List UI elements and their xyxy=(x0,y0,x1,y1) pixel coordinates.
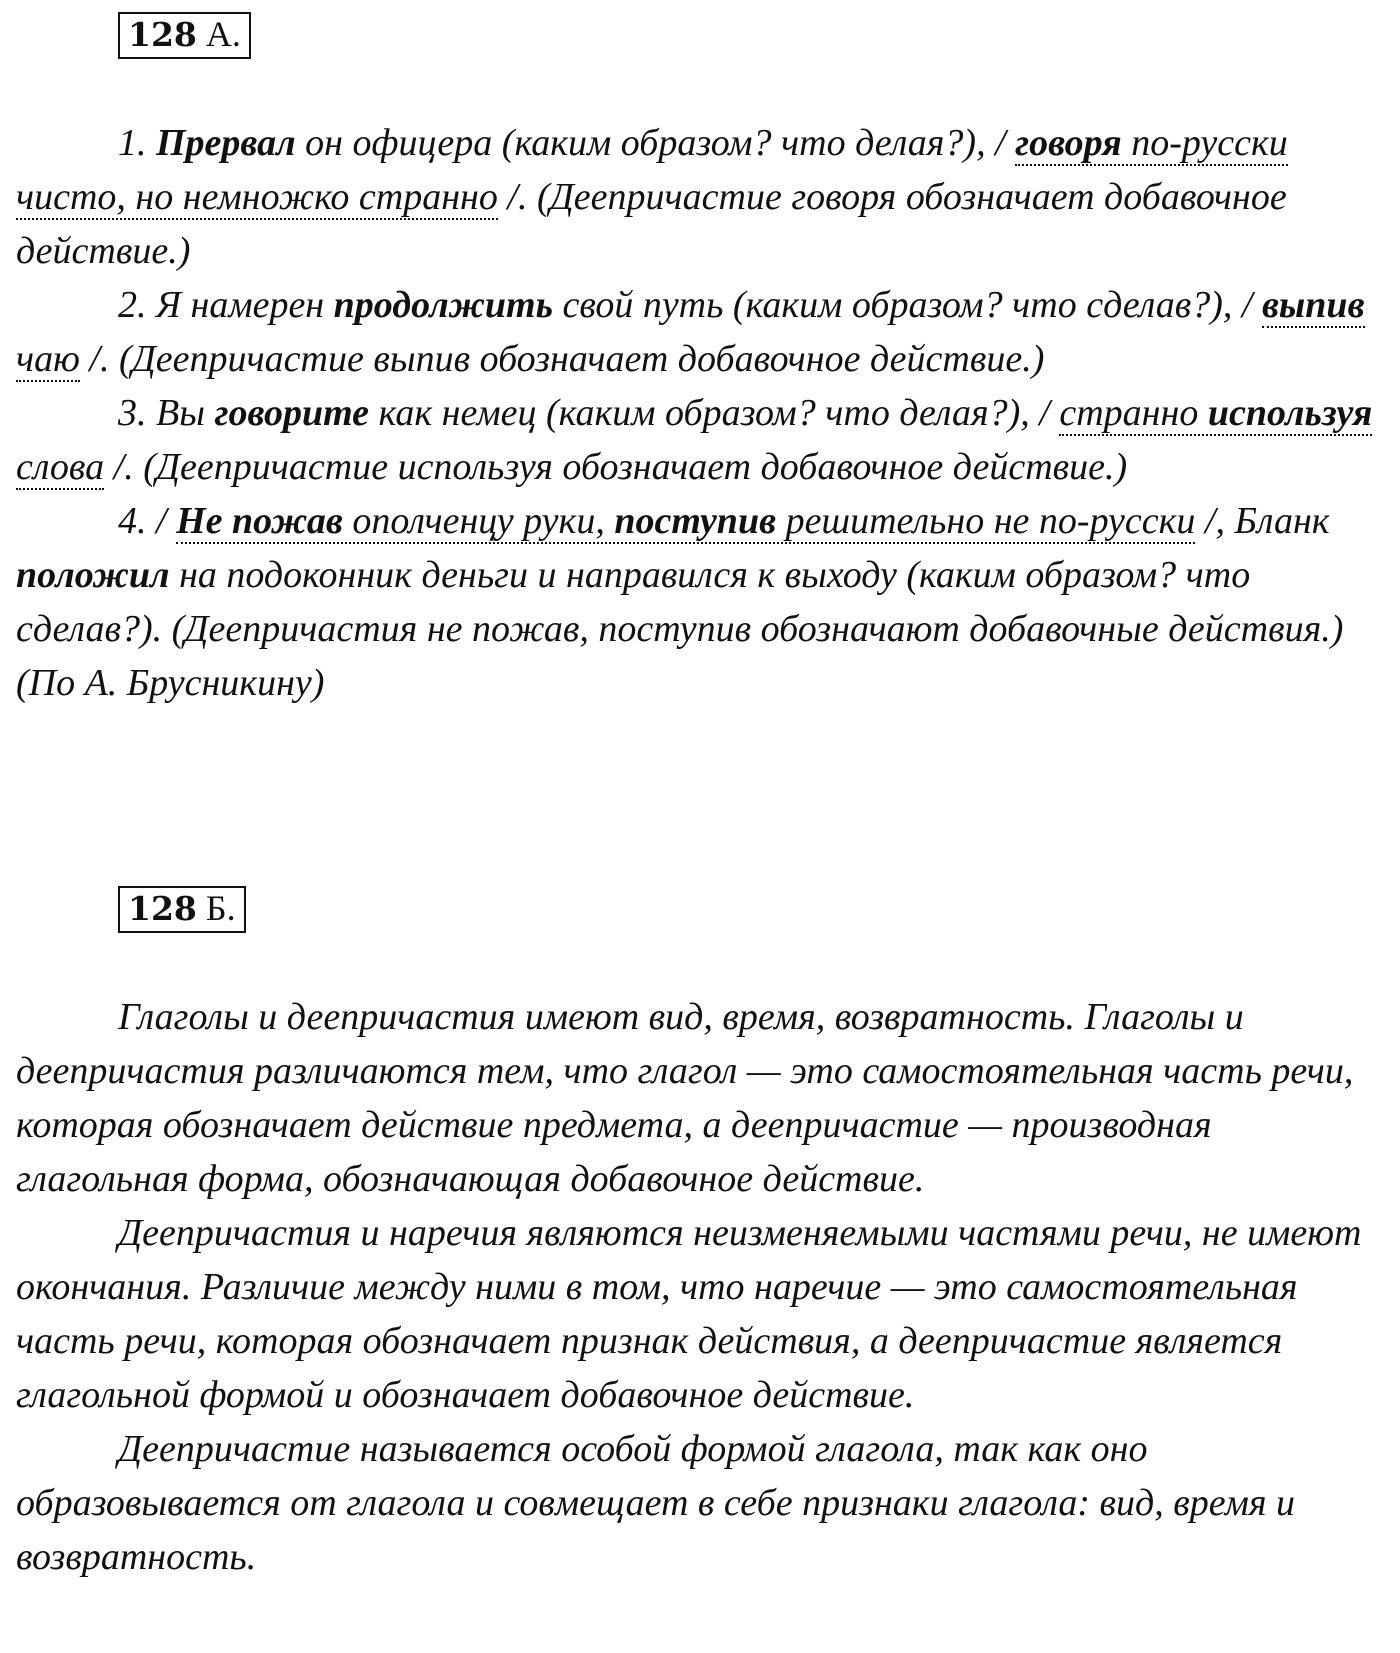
participle: говоря xyxy=(1015,122,1122,164)
text-run: Вы xyxy=(156,392,215,434)
participial-phrase: по-русски чисто, но немножко странно xyxy=(16,122,1288,218)
paragraph-3: Деепричастие называется особой формой глагола, так как оно образовывается от глагола и совмещает в себе признаки глагола: вид, время и возвратность. xyxy=(16,1428,1296,1578)
predicate: положил xyxy=(16,554,170,596)
predicate: говорите xyxy=(214,392,370,434)
participle: используя xyxy=(1207,392,1373,434)
participle: выпив xyxy=(1261,284,1365,326)
text-run: /, Бланк xyxy=(1195,500,1330,542)
paragraph-2: Деепричастия и наречия являются неизменяемыми частями речи, не имеют окончания. Различие между ними в том, что наречие — это самостоятельная часть речи, которая обозначает признак действия, а деепричастие является глагольной формой и обозначает добавочное действие. xyxy=(16,1212,1362,1416)
text-run: /. (Деепричастие используя обозначает добавочное действие.) xyxy=(104,446,1128,488)
exercise-letter: Б. xyxy=(205,888,236,928)
exercise-128a-text xyxy=(16,116,1376,710)
text-run: на подоконник деньги и направился к выходу (каким образом? что сделав?). (Деепричастия не пожав, поступив обозначают добавочные действия.) (По А. Брусникину) xyxy=(16,554,1344,704)
exercise-label-128b xyxy=(118,886,246,933)
participial-phrase: чаю xyxy=(16,338,80,380)
space xyxy=(1198,392,1208,434)
text-run: /. (Деепричастие говоря обозначает добавочное действие.) xyxy=(16,176,1287,272)
participial-phrase: странно xyxy=(1059,392,1199,434)
participial-phrase: слова xyxy=(16,446,105,488)
predicate: Прервал xyxy=(156,122,296,164)
exercise-label-128a xyxy=(118,12,251,59)
sentence-2 xyxy=(16,278,1376,386)
item-number: 3. xyxy=(118,392,156,434)
text-run: свой путь (каким образом? что сделав?), / xyxy=(552,284,1262,326)
space xyxy=(776,500,786,542)
sentence-4 xyxy=(16,494,1376,710)
text-run: он офицера (каким образом? что делая?), / xyxy=(295,122,1016,164)
participial-phrase: решительно не по-русски xyxy=(785,500,1196,542)
exercise-letter: А. xyxy=(205,14,241,54)
participial-phrase: ополченцу руки, xyxy=(352,500,605,542)
sentence-3 xyxy=(16,386,1376,494)
text-run: /. (Деепричастие выпив обозначает добавочное действие.) xyxy=(79,338,1045,380)
space xyxy=(1122,122,1132,164)
participle: Не пожав xyxy=(176,500,343,542)
paragraph-1: Глаголы и деепричастия имеют вид, время, возвратность. Глаголы и деепричастия различаются тем, что глагол — это самостоятельная часть речи, которая обозначает действие предмета, а деепричастие — производная глагольная форма, обозначающая добавочное действие. xyxy=(16,996,1354,1200)
item-number: 1. xyxy=(118,122,156,164)
item-number: 4. / xyxy=(118,500,177,542)
item-number: 2. xyxy=(118,284,156,326)
participle: поступив xyxy=(614,500,777,542)
space xyxy=(343,500,353,542)
predicate: продолжить xyxy=(333,284,553,326)
exercise-number: 128 xyxy=(128,889,197,928)
text-run: как немец (каким образом? что делая?), / xyxy=(369,392,1060,434)
sentence-1 xyxy=(16,116,1376,278)
space xyxy=(605,500,615,542)
text-run: Я намерен xyxy=(156,284,334,326)
exercise-number: 128 xyxy=(128,15,197,54)
exercise-128b-text xyxy=(16,990,1376,1584)
